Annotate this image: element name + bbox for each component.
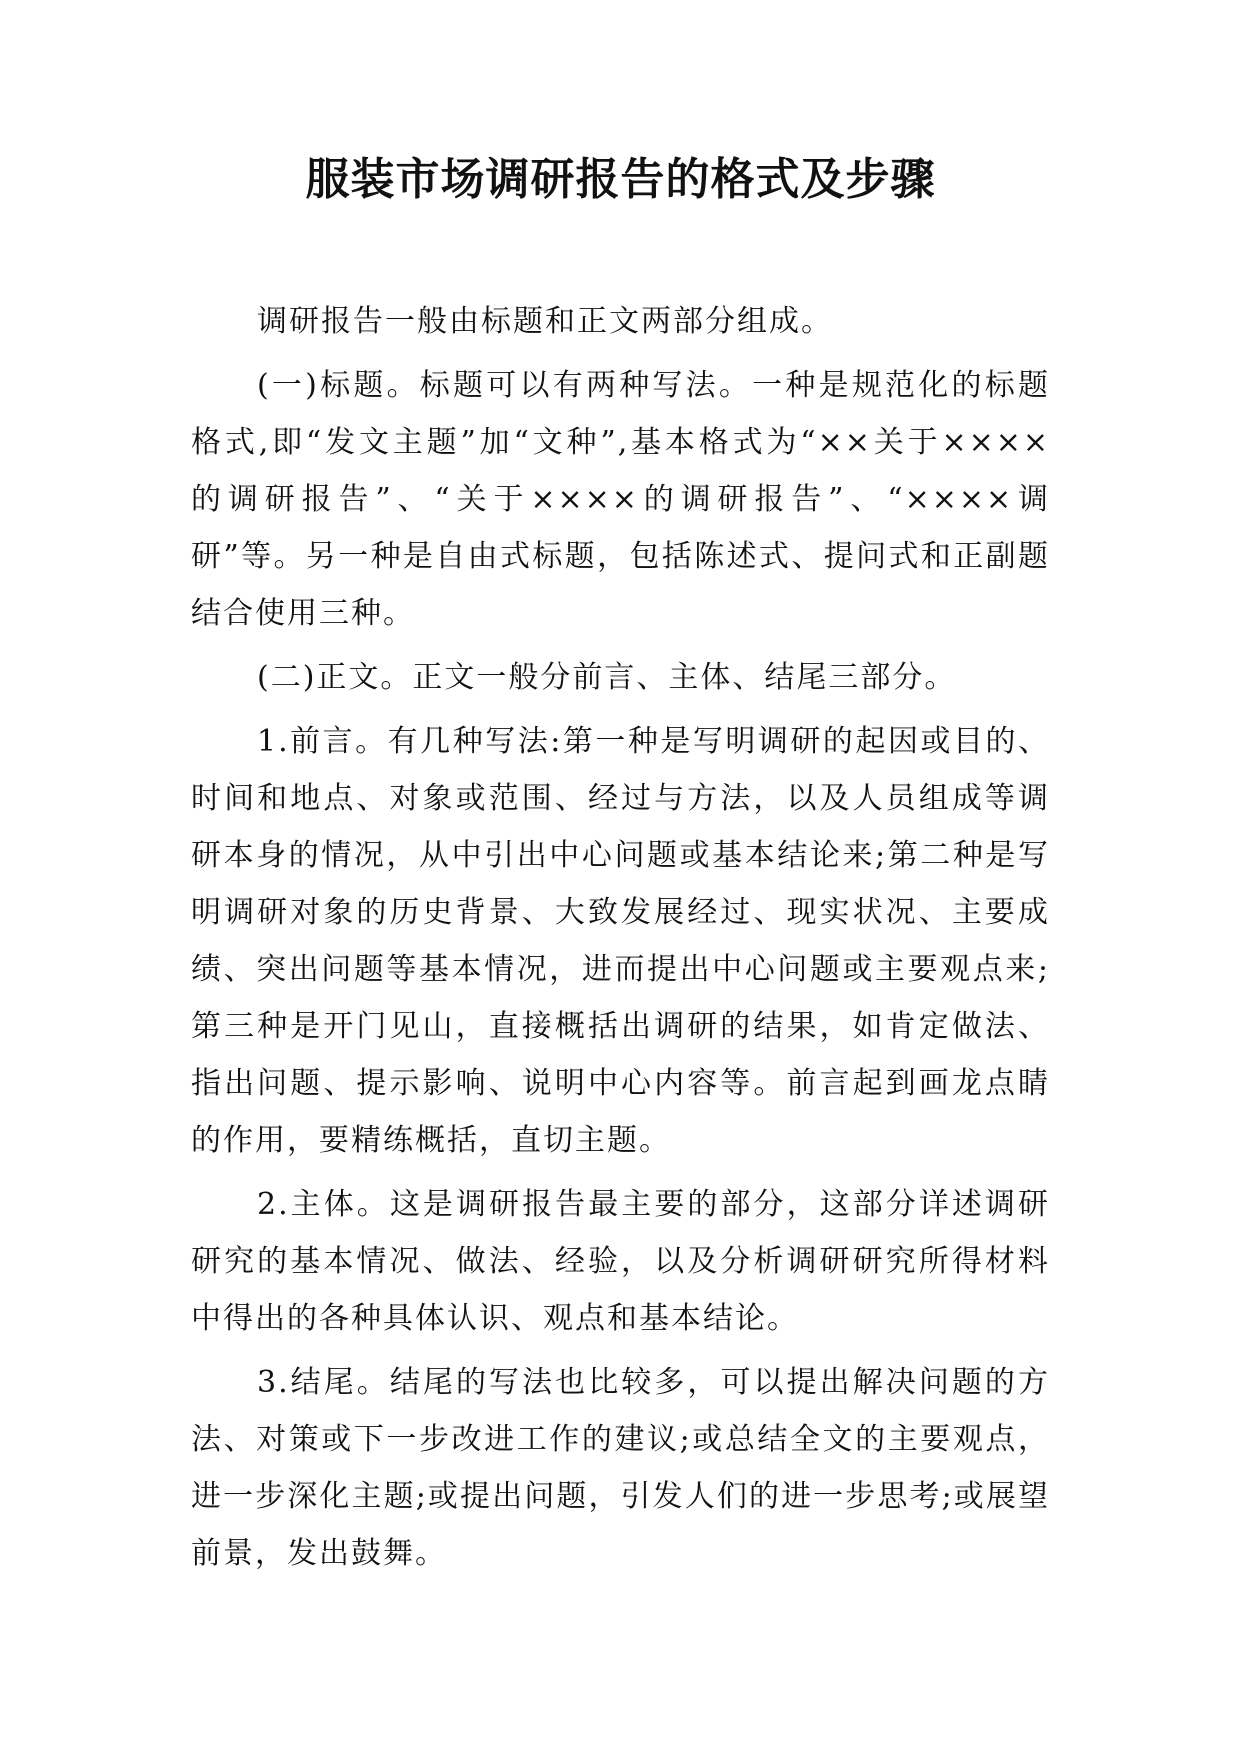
paragraph-intro: 调研报告一般由标题和正文两部分组成。 <box>257 304 833 339</box>
paragraph-title-section: (一)标题。标题可以有两种写法。一种是规范化的标题格式,即“发文主题”加“文种”,基本格式为“××关于×××× 的调研报告”、“关于××××的调研报告”、“××××调研”等。另一种是自由式标题，包括陈述式、提问式和正副题结合使用三种。 <box>191 368 1050 631</box>
paragraph-preface: 1.前言。有几种写法:第一种是写明调研的起因或目的、时间和地点、对象或范围、经过与方法，以及人员组成等调研本身的情况，从中引出中心问题或基本结论来;第二种是写明调研对象的历史背景、大致发展经过、现实状况、主要成绩、突出问题等基本情况，进而提出中心问题或主要观点来;第三种是开门见山，直接概括出调研的结果，如肯定做法、指出问题、提示影响、说明中心内容等。前言起到画龙点睛的作用，要精练概括，直切主题。 <box>191 724 1050 1158</box>
document-title: 服装市场调研报告的格式及步骤 <box>305 154 936 205</box>
paragraph-main-part: 2.主体。这是调研报告最主要的部分，这部分详述调研研究的基本情况、做法、经验，以及分析调研研究所得材料中得出的各种具体认识、观点和基本结论。 <box>191 1187 1050 1336</box>
paragraph-ending: 3.结尾。结尾的写法也比较多，可以提出解决问题的方法、对策或下一步改进工作的建议;或总结全文的主要观点，进一步深化主题;或提出问题，引发人们的进一步思考;或展望前景，发出鼓舞。 <box>191 1365 1050 1571</box>
paragraph-body-section: (二)正文。正文一般分前言、主体、结尾三部分。 <box>257 660 957 695</box>
document-body <box>191 293 1050 1589</box>
